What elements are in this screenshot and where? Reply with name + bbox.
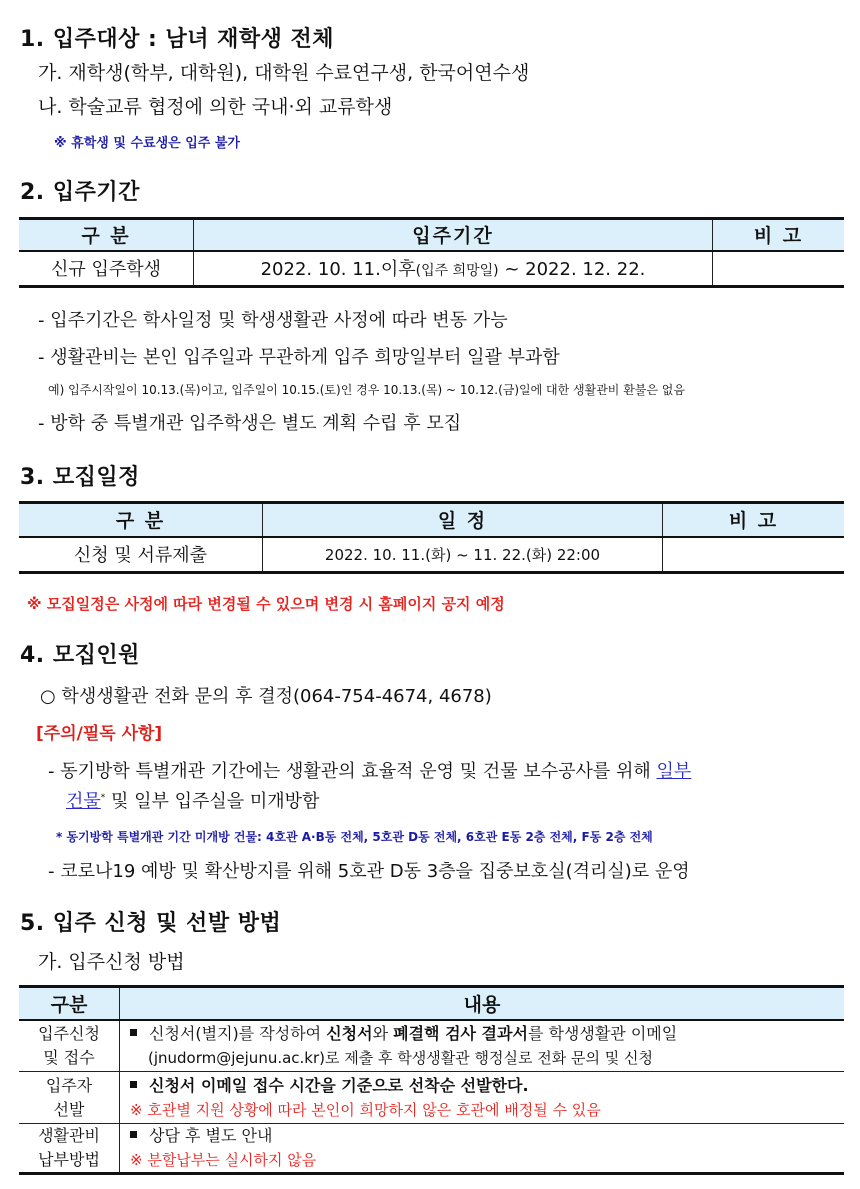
category-line: 및 접수: [43, 1047, 95, 1067]
schedule-header-category: 구 분: [19, 503, 263, 537]
schedule-header-remark: 비 고: [663, 503, 845, 537]
square-bullet-icon: [130, 1029, 137, 1036]
section3-title: 3. 모집일정: [20, 465, 140, 490]
schedule-header-date: 일 정: [263, 503, 663, 537]
app-row3-content: [120, 1124, 845, 1174]
square-bullet-icon: [130, 1131, 137, 1138]
category-line: 선발: [53, 1099, 85, 1119]
schedule-table: [19, 501, 844, 574]
app-header-category: 구분: [19, 987, 120, 1020]
section1-item-2: 나. 학술교류 협정에 의한 국내·외 교류학생: [38, 96, 393, 118]
table-row: [19, 537, 844, 573]
section1-item-1: 가. 재학생(학부, 대학원), 대학원 수료연구생, 한국어연수생: [38, 62, 530, 84]
section5-title: 5. 입주 신청 및 선발 방법: [20, 911, 282, 936]
text: 와: [372, 1023, 394, 1043]
table-row: [19, 1072, 844, 1124]
section1-note: ※ 휴학생 및 수료생은 입주 불가: [54, 136, 240, 151]
content-line: (jnudorm@jejunu.ac.kr)로 제출 후 학생생활관 행정실로 전화 문의 및 신청: [148, 1048, 653, 1067]
section3-note: ※ 모집일정은 사정에 따라 변경될 수 있으며 변경 시 홈페이지 공지 예정: [27, 595, 505, 613]
content-line: ※ 호관별 지원 상황에 따라 본인이 희망하지 않은 호관에 배정될 수 있음: [130, 1100, 601, 1119]
period-header-period: 입주기간: [194, 219, 713, 251]
category-line: 생활관비: [38, 1126, 100, 1145]
section2-bullet-3: - 방학 중 특별개관 입주학생은 별도 계획 수립 후 모집: [38, 413, 462, 434]
table-row: [19, 251, 844, 287]
partial-building-link-2[interactable]: 건물: [66, 791, 101, 812]
schedule-remark: [663, 537, 845, 573]
app-row2-content: [120, 1072, 845, 1124]
category-line: 입주자: [45, 1075, 93, 1095]
period-header-remark: 비 고: [713, 219, 845, 251]
caution-1-tail: 및 일부 입주실을 미개방함: [105, 791, 320, 812]
caution-title: [주의/필독 사항]: [36, 724, 163, 744]
category-line: 납부방법: [38, 1150, 100, 1169]
text: 신청서(별지)를 작성하여: [149, 1023, 327, 1043]
application-table: [19, 985, 844, 1175]
square-bullet-icon: [130, 1081, 137, 1088]
caution-2: - 코로나19 예방 및 확산방지를 위해 5호관 D동 3층을 집중보호실(격리실)로 운영: [48, 861, 690, 882]
section2-bullet-1: - 입주기간은 학사일정 및 학생생활관 사정에 따라 변동 가능: [38, 310, 508, 331]
text: 를 학생생활관 이메일: [527, 1023, 678, 1043]
schedule-category: 신청 및 서류제출: [19, 537, 263, 573]
table-row: [19, 1124, 844, 1174]
section2-title: 2. 입주기간: [20, 180, 140, 205]
app-row1-content: [120, 1020, 845, 1072]
text: 신청서 이메일 접수 시간을 기준으로 선착순 선발한다.: [149, 1075, 529, 1095]
period-header-category: 구 분: [19, 219, 194, 251]
period-end: ~ 2022. 12. 22.: [498, 259, 646, 281]
section2-bullet-2: - 생활관비는 본인 입주일과 무관하게 입주 희망일부터 일괄 부과함: [38, 347, 560, 368]
caution-1-line1: [48, 757, 691, 783]
partial-building-link[interactable]: 일부: [656, 761, 692, 782]
period-range: [194, 251, 713, 287]
caution-1-text: - 동기방학 특별개관 기간에는 생활관의 효율적 운영 및 건물 보수공사를 위해: [48, 761, 657, 782]
app-row2-category: [19, 1072, 120, 1124]
section1-title: 1. 입주대상 : 남녀 재학생 전체: [20, 27, 335, 52]
section4-title: 4. 모집인원: [20, 643, 140, 668]
footnote: * 동기방학 특별개관 기간 미개방 건물: 4호관 A·B동 전체, 5호관 D동 전체, 6호관 E동 2층 전체, F동 2층 전체: [56, 830, 653, 844]
category-line: 입주신청: [38, 1023, 100, 1043]
footnote-marker: *: [100, 793, 106, 803]
app-row1-category: [19, 1020, 120, 1072]
period-note: (입주 희망일): [415, 263, 499, 280]
period-category: 신규 입주학생: [19, 251, 194, 287]
text: 폐결핵 검사 결과서: [393, 1023, 528, 1043]
section5-subtitle: 가. 입주신청 방법: [38, 951, 185, 973]
section2-example: 예) 입주시작일이 10.13.(목)이고, 입주일이 10.15.(토)인 경우 10.13.(목) ~ 10.12.(금)일에 대한 생활관비 환불은 없음: [48, 383, 685, 397]
period-remark: [713, 251, 845, 287]
content-line: [130, 1022, 844, 1046]
section4-item: ○ 학생생활관 전화 문의 후 결정(064-754-4674, 4678): [40, 686, 492, 707]
table-row: [19, 1020, 844, 1072]
content-line: [130, 1124, 844, 1148]
schedule-date: 2022. 10. 11.(화) ~ 11. 22.(화) 22:00: [263, 537, 663, 573]
content-line: [130, 1074, 844, 1098]
period-start: 2022. 10. 11.이후: [260, 259, 416, 281]
app-header-content: 내용: [120, 987, 845, 1020]
caution-1-line2: [66, 787, 319, 813]
app-row3-category: [19, 1124, 120, 1174]
period-table: [19, 217, 844, 288]
text: 상담 후 별도 안내: [149, 1126, 273, 1145]
text: 신청서: [326, 1023, 373, 1043]
content-line: ※ 분할납부는 실시하지 않음: [130, 1151, 317, 1169]
